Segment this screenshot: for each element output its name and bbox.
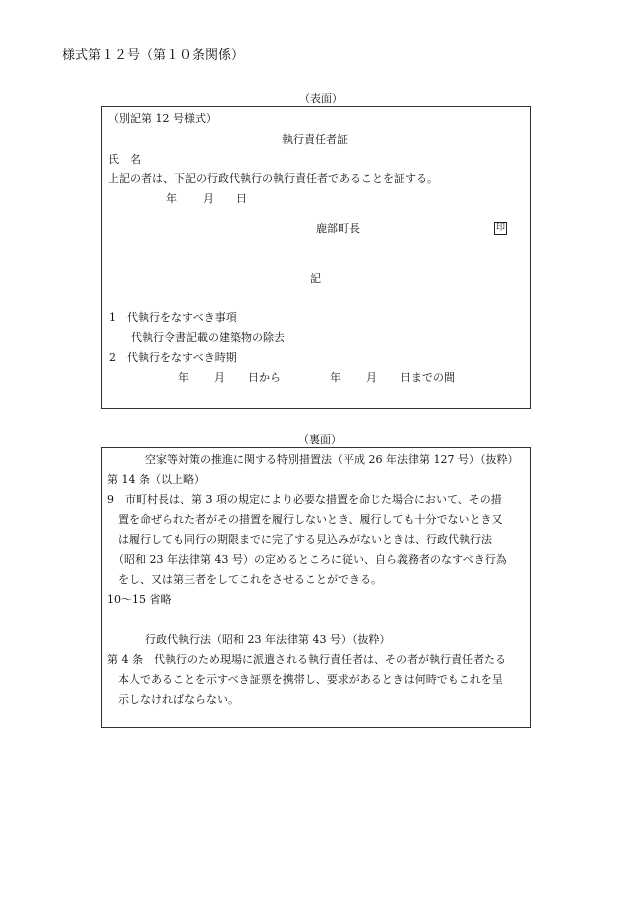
article-14-heading: 第 14 条（以上略） xyxy=(107,473,205,486)
form-number: 様式第１２号（第１０条関係） xyxy=(62,48,245,63)
seal-mark: 印 xyxy=(495,223,505,233)
front-side-label: （表面） xyxy=(299,92,343,105)
certificate-title: 執行責任者証 xyxy=(282,133,348,146)
period-from-month: 月 xyxy=(214,371,225,384)
certification-statement: 上記の者は、下記の行政代執行の執行責任者であることを証する。 xyxy=(108,172,438,185)
form-reference: （別記第 12 号様式） xyxy=(108,112,217,125)
period-from-day: 日から xyxy=(248,371,281,384)
item-1-label: 1 代執行をなすべき事項 xyxy=(109,311,237,324)
date-month: 月 xyxy=(203,192,214,205)
paragraph-9-line: 9 市町村長は、第 3 項の規定により必要な措置を命じた場合において、その措 xyxy=(107,493,502,506)
issuer-title: 鹿部町長 xyxy=(316,222,360,235)
date-day: 日 xyxy=(236,192,247,205)
article-4-line: 示しなければならない。 xyxy=(118,693,239,706)
name-label: 氏 名 xyxy=(108,153,141,166)
paragraph-9-line: 置を命ぜられた者がその措置を履行しないとき、履行しても十分でないとき又 xyxy=(118,513,503,526)
period-to-month: 月 xyxy=(366,371,377,384)
period-from-year: 年 xyxy=(178,371,189,384)
ki-heading: 記 xyxy=(310,272,321,285)
paragraph-9-line: （昭和 23 年法律第 43 号）の定めるところに従い、自ら義務者のなすべき行為 xyxy=(113,553,507,566)
period-to-year: 年 xyxy=(330,371,341,384)
article-4-line: 第 4 条 代執行のため現場に派遣される執行責任者は、その者が執行責任者たる xyxy=(107,653,506,666)
paragraph-9-line: をし、又は第三者をしてこれをさせることができる。 xyxy=(118,573,382,586)
article-4-line: 本人であることを示すべき証票を携帯し、要求があるときは何時でもこれを呈 xyxy=(118,673,503,686)
date-year: 年 xyxy=(166,192,177,205)
law-1-title: 空家等対策の推進に関する特別措置法（平成 26 年法律第 127 号）（抜粋） xyxy=(145,453,519,466)
back-side-label: （裏面） xyxy=(298,433,342,446)
paragraph-9-line: は履行しても同行の期限までに完了する見込みがないときは、行政代執行法 xyxy=(118,533,492,546)
item-2-label: 2 代執行をなすべき時期 xyxy=(109,351,237,364)
item-1-value: 代執行令書記載の建築物の除去 xyxy=(131,331,285,344)
period-to-day: 日までの間 xyxy=(400,371,455,384)
law-2-title: 行政代執行法（昭和 23 年法律第 43 号）（抜粋） xyxy=(145,633,391,646)
omitted-note: 10〜15 省略 xyxy=(107,593,172,606)
